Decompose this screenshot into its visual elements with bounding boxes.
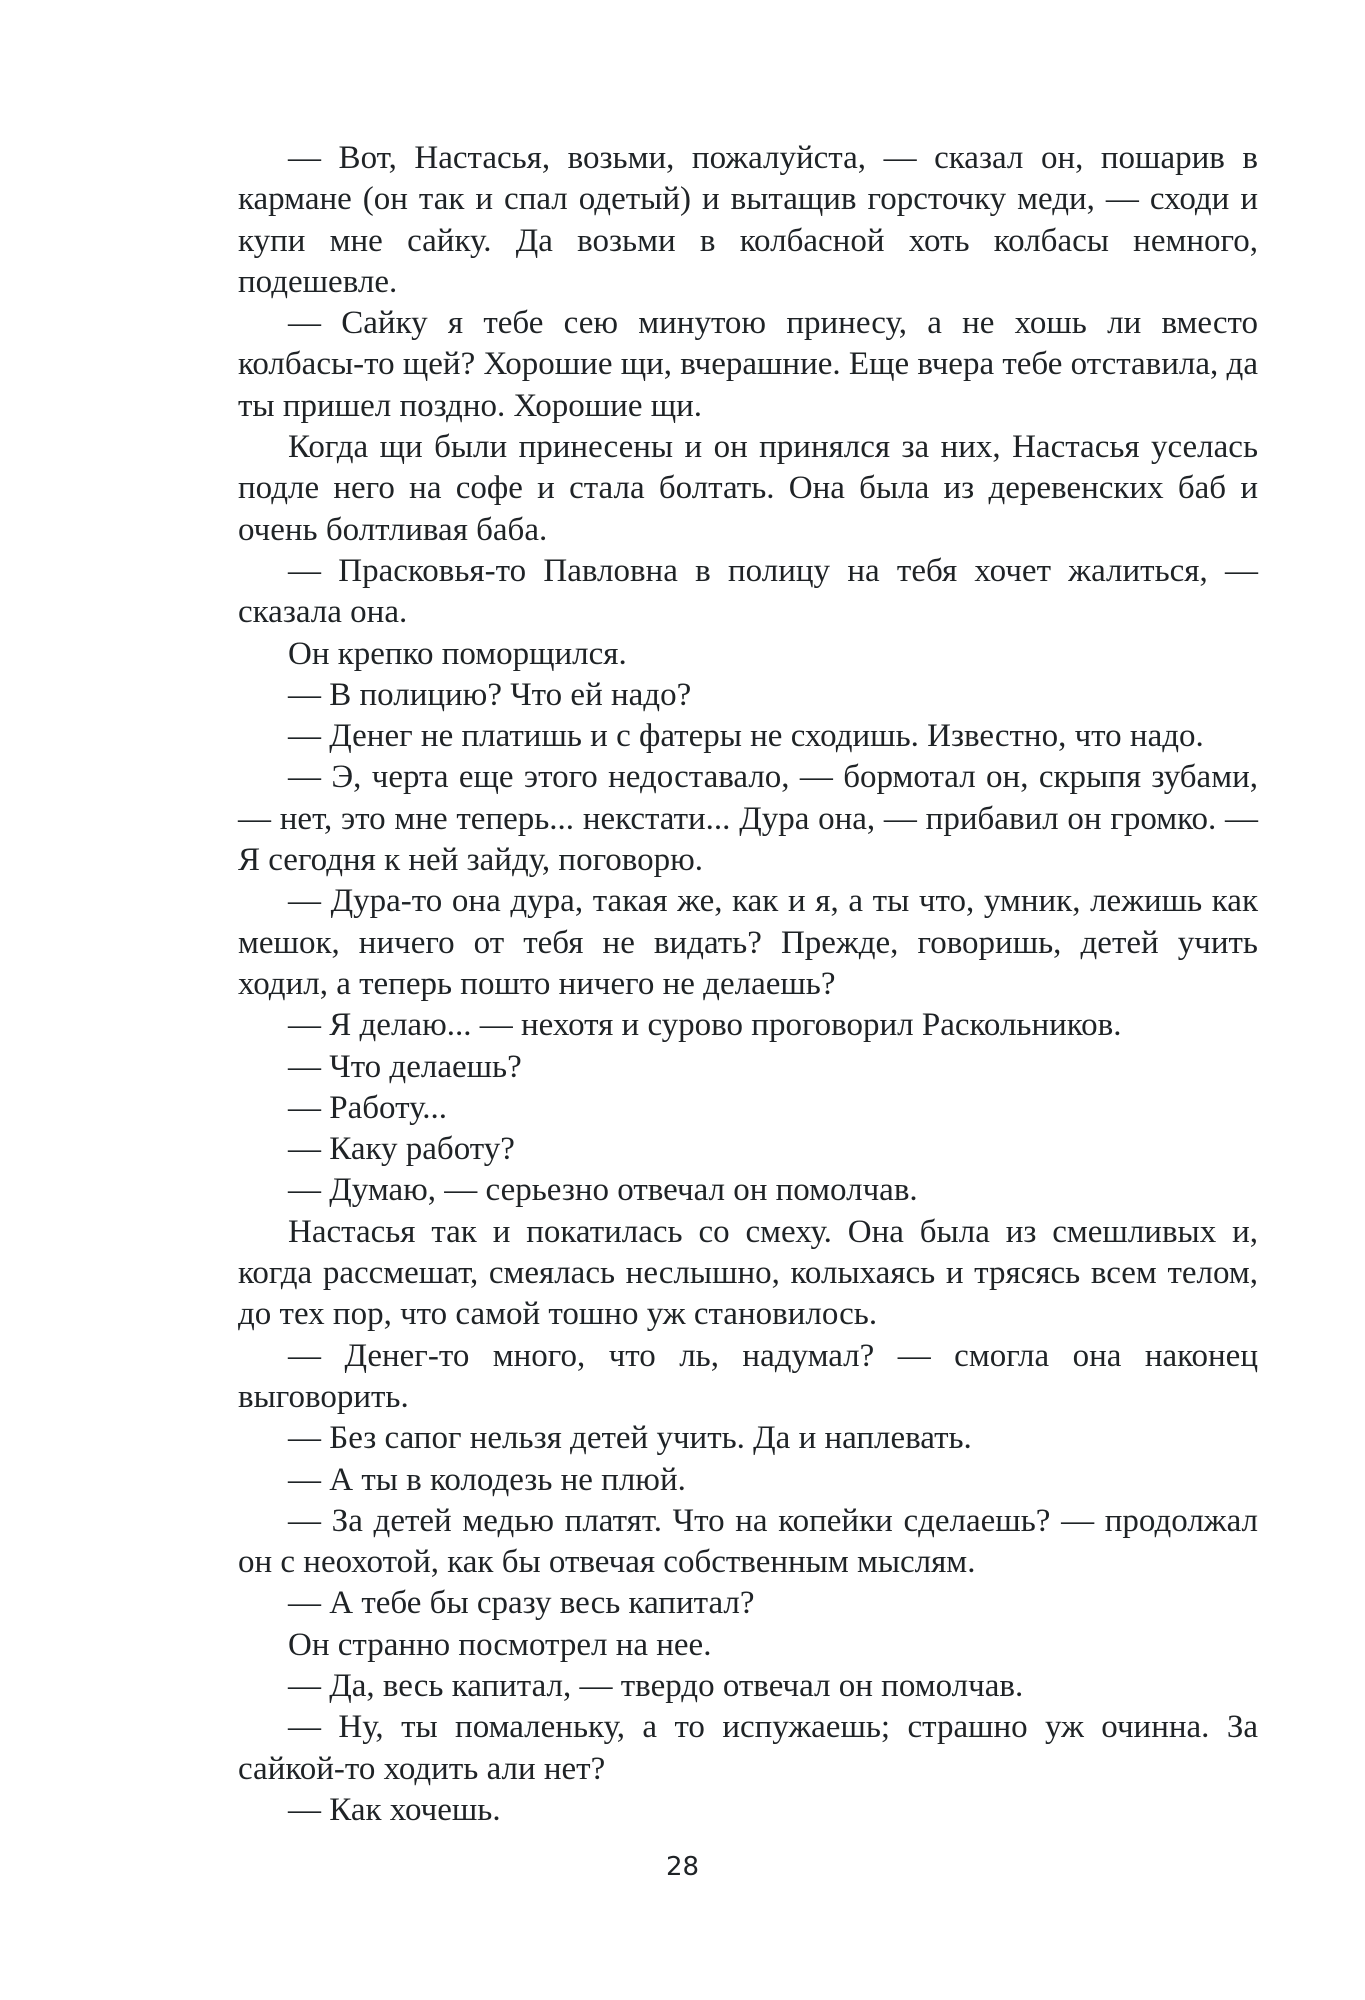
paragraph: — В полицию? Что ей надо? — [288, 676, 692, 713]
paragraph: Когда щи были принесены и он принялся за них, Настасья уселась подле него на софе и стала болтать. Она была из деревенских баб и очень болтливая баба. — [238, 429, 1258, 548]
paragraph: — А тебе бы сразу весь капитал? — [288, 1585, 755, 1622]
paragraph: — Думаю, — серьезно отвечал он помолчав. — [288, 1172, 918, 1209]
paragraph: — Как хочешь. — [288, 1791, 501, 1828]
paragraph: — А ты в колодезь не плюй. — [288, 1461, 686, 1498]
paragraph: — Работу... — [288, 1089, 448, 1126]
paragraph: — Ну, ты помаленьку, а то испужаешь; страшно уж очинна. За сайкой-то ходить али нет? — [238, 1709, 1258, 1787]
page-number: 28 — [665, 1852, 700, 1882]
paragraph: — Да, весь капитал, — твердо отвечал он помолчав. — [288, 1667, 1024, 1704]
paragraph: — Каку работу? — [288, 1131, 515, 1168]
paragraph: — Что делаешь? — [288, 1048, 522, 1085]
paragraph: — Денег не платишь и с фатеры не сходишь. Известно, что надо. — [288, 718, 1204, 755]
paragraph: — Сайку я тебе сею минутою принесу, а не хошь ли вместо колбасы-то щей? Хорошие щи, вчерашние. Еще вчера тебе отставила, да ты пришел поздно. Хорошие щи. — [238, 305, 1258, 424]
paragraph: — Вот, Настасья, возьми, пожалуйста, — сказал он, пошарив в кармане (он так и спал одетый) и вытащив горсточку меди, — сходи и купи мне сайку. Да возьми в колбасной хоть колбасы немного, подешевле. — [238, 140, 1258, 300]
paragraph: Он крепко поморщился. — [288, 635, 627, 672]
paragraph: — Дура-то она дура, такая же, как и я, а ты что, умник, лежишь как мешок, ничего от тебя не видать? Прежде, говоришь, детей учить ходил, а теперь пошто ничего не делаешь? — [238, 883, 1258, 1002]
paragraph: — Без сапог нельзя детей учить. Да и наплевать. — [288, 1420, 972, 1457]
paragraph: — Прасковья-то Павловна в полицу на тебя хочет жалиться, — сказала она. — [238, 552, 1258, 631]
paragraph: — Э, черта еще этого недоставало, — бормотал он, скрыпя зубами, — нет, это мне теперь... некстати... Дура она, — прибавил он громко. — Я сегодня к ней зайду, поговорю. — [238, 759, 1258, 879]
paragraph: Настасья так и покатилась со смеху. Она была из смешливых и, когда рассмешат, смеялась неслышно, колыхаясь и трясясь всем телом, до тех пор, что самой тошно уж становилось. — [238, 1213, 1258, 1333]
paragraph: — Я делаю... — нехотя и сурово проговорил Раскольников. — [288, 1007, 1122, 1044]
paragraph: — Денег-то много, что ль, надумал? — смогла она наконец выговорить. — [238, 1337, 1258, 1415]
paragraph: Он странно посмотрел на нее. — [288, 1626, 712, 1663]
paragraph: — За детей медью платят. Что на копейки сделаешь? — продолжал он с неохотой, как бы отвечая собственным мыслям. — [238, 1502, 1258, 1581]
page-body-text — [238, 138, 1258, 1831]
